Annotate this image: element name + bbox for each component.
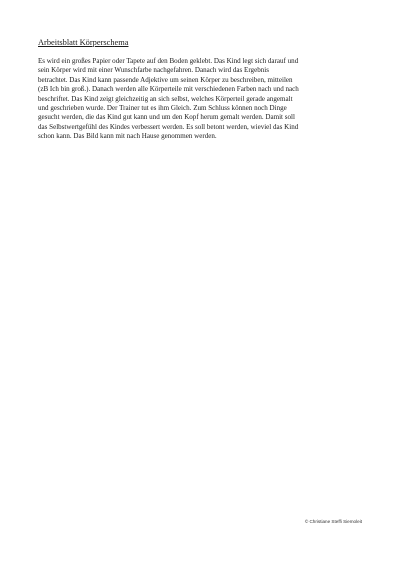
document-body — [38, 57, 368, 142]
body-line: schon kann. Das Bild kann mit nach Hause genommen werden. — [38, 132, 217, 141]
body-line: das Selbstwertgefühl des Kindes verbessert werden. Es soll betont werden, wieviel das Kind — [38, 122, 299, 131]
body-line: beschriftet. Das Kind zeigt gleichzeitig an sich selbst, welches Körperteil gerade angemalt — [38, 94, 293, 103]
body-line: (zB Ich bin groß.). Danach werden alle Körperteile mit verschiedenen Farben nach und nach — [38, 85, 299, 94]
body-line: sein Körper wird mit einer Wunschfarbe nachgefahren. Danach wird das Ergebnis — [38, 66, 269, 75]
body-line: Es wird ein großes Papier oder Tapete auf den Boden geklebt. Das Kind legt sich darauf und — [38, 57, 299, 65]
document-title: Arbeitsblatt Körperschema — [38, 38, 129, 47]
body-line: betrachtet. Das Kind kann passende Adjektive um seinen Körper zu beschreiben, mitteilen — [38, 75, 293, 84]
body-line: gesucht werden, die das Kind gut kann und um den Kopf herum gemalt werden. Damit soll — [38, 113, 295, 122]
body-line: und geschrieben wurde. Der Trainer tut es ihm Gleich. Zum Schluss können noch Dinge — [38, 104, 287, 113]
copyright-footer: © Christiane Steffi Siemoleit — [304, 519, 362, 524]
